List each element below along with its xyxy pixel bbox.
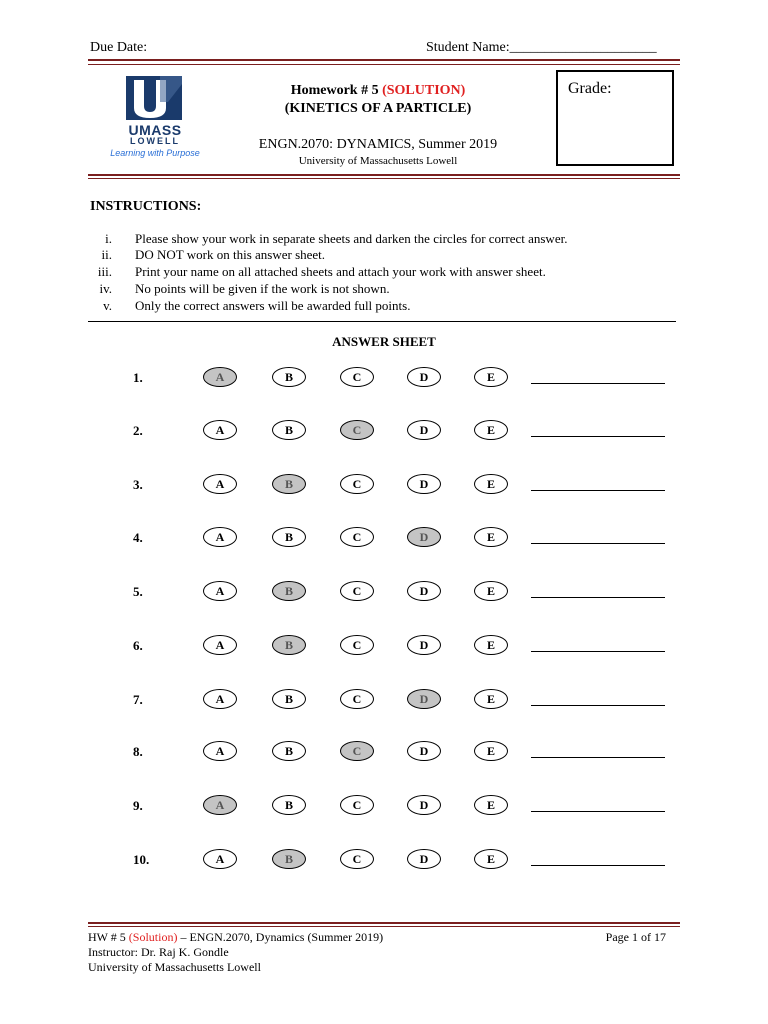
answer-bubble-d[interactable]: D (407, 795, 441, 815)
instruction-number: iii. (97, 264, 112, 279)
answer-bubble-a[interactable]: A (203, 849, 237, 869)
question-number: 3. (133, 477, 143, 492)
answer-bubble-c[interactable]: C (340, 635, 374, 655)
footer-rule (88, 922, 680, 924)
answer-bubble-c[interactable]: C (340, 527, 374, 547)
answer-bubble-b[interactable]: B (272, 741, 306, 761)
question-number: 2. (133, 423, 143, 438)
instruction-number: iv. (99, 281, 112, 296)
answer-blank-line[interactable] (531, 704, 665, 706)
instruction-number: ii. (101, 247, 112, 262)
answer-bubble-b[interactable]: B (272, 689, 306, 709)
header-rule-bottom-thin (88, 178, 680, 179)
answer-sheet-title: ANSWER SHEET (332, 334, 436, 349)
homework-number: Homework # 5 (290, 83, 383, 98)
answer-bubble-a[interactable]: A (203, 367, 237, 387)
answer-bubble-c[interactable]: C (340, 581, 374, 601)
footer-course: – ENGN.2070, Dynamics (Summer 2019) (177, 930, 384, 944)
answer-bubble-a[interactable]: A (203, 474, 237, 494)
answer-bubble-d[interactable]: D (407, 367, 441, 387)
page-number: Page 1 of 17 (605, 930, 666, 944)
answer-bubble-b[interactable]: B (272, 420, 306, 440)
question-number: 9. (133, 798, 143, 813)
answer-bubble-b[interactable]: B (272, 581, 306, 601)
answer-bubble-a[interactable]: A (203, 741, 237, 761)
header-rule-bottom (88, 174, 680, 176)
footer-hw: HW # 5 (88, 930, 129, 944)
instruction-text: Print your name on all attached sheets and attach your work with answer sheet. (135, 264, 546, 279)
answer-bubble-b[interactable]: B (272, 474, 306, 494)
answer-bubble-c[interactable]: C (340, 795, 374, 815)
answer-bubble-c[interactable]: C (340, 741, 374, 761)
homework-title (200, 83, 556, 99)
answer-bubble-a[interactable]: A (203, 581, 237, 601)
answer-bubble-d[interactable]: D (407, 420, 441, 440)
answer-bubble-e[interactable]: E (474, 741, 508, 761)
answer-blank-line[interactable] (531, 650, 665, 652)
question-number: 8. (133, 744, 143, 759)
answer-bubble-e[interactable]: E (474, 527, 508, 547)
answer-blank-line[interactable] (531, 542, 665, 544)
instruction-text: No points will be given if the work is not shown. (135, 281, 390, 296)
header-rule-top (88, 59, 680, 61)
answer-bubble-c[interactable]: C (340, 849, 374, 869)
instruction-number: i. (105, 231, 112, 246)
grade-box (556, 70, 674, 166)
answer-blank-line[interactable] (531, 864, 665, 866)
answer-blank-line[interactable] (531, 435, 665, 437)
answer-bubble-d[interactable]: D (407, 474, 441, 494)
answer-bubble-e[interactable]: E (474, 635, 508, 655)
answer-bubble-a[interactable]: A (203, 689, 237, 709)
answer-bubble-e[interactable]: E (474, 849, 508, 869)
question-number: 10. (133, 852, 150, 867)
answer-bubble-c[interactable]: C (340, 420, 374, 440)
answer-bubble-d[interactable]: D (407, 849, 441, 869)
answer-bubble-e[interactable]: E (474, 581, 508, 601)
answer-bubble-d[interactable]: D (407, 689, 441, 709)
question-number: 1. (133, 370, 143, 385)
answer-bubble-e[interactable]: E (474, 420, 508, 440)
footer-line1 (88, 930, 383, 945)
header-rule-top-thin (88, 64, 680, 65)
answer-bubble-d[interactable]: D (407, 581, 441, 601)
answer-bubble-b[interactable]: B (272, 367, 306, 387)
answer-bubble-a[interactable]: A (203, 527, 237, 547)
footer-instructor: Instructor: Dr. Raj K. Gondle (88, 945, 229, 959)
question-number: 5. (133, 584, 143, 599)
student-name-field: Student Name:_____________________ (426, 40, 657, 55)
answer-bubble-e[interactable]: E (474, 474, 508, 494)
answer-bubble-d[interactable]: D (407, 527, 441, 547)
answer-bubble-d[interactable]: D (407, 635, 441, 655)
answer-bubble-e[interactable]: E (474, 367, 508, 387)
answer-bubble-e[interactable]: E (474, 689, 508, 709)
logo-sub: LOWELL (130, 136, 180, 146)
course-name: ENGN.2070: DYNAMICS, Summer 2019 (258, 137, 498, 152)
answer-bubble-e[interactable]: E (474, 795, 508, 815)
solution-label: (SOLUTION) (382, 83, 466, 98)
question-number: 6. (133, 638, 143, 653)
footer-rule-thin (88, 926, 680, 927)
answer-bubble-b[interactable]: B (272, 527, 306, 547)
answer-bubble-a[interactable]: A (203, 795, 237, 815)
instruction-number: v. (103, 298, 112, 313)
instruction-text: Please show your work in separate sheets and darken the circles for correct answer. (135, 231, 568, 246)
umass-lowell-logo (100, 72, 210, 164)
instruction-text: DO NOT work on this answer sheet. (135, 247, 326, 262)
footer-solution: (Solution) (128, 930, 178, 944)
answer-blank-line[interactable] (531, 810, 665, 812)
grade-label: Grade: (568, 80, 612, 97)
homework-subtitle: (KINETICS OF A PARTICLE) (284, 101, 472, 116)
logo-name: UMASS (128, 122, 182, 138)
footer-university: University of Massachusetts Lowell (88, 960, 261, 974)
answer-bubble-a[interactable]: A (203, 635, 237, 655)
answer-bubble-b[interactable]: B (272, 635, 306, 655)
answer-blank-line[interactable] (531, 489, 665, 491)
instructions-divider (88, 321, 676, 322)
logo-tagline: Learning with Purpose (110, 148, 200, 158)
instructions-heading: INSTRUCTIONS: (90, 199, 202, 214)
university-name: University of Massachusetts Lowell (298, 155, 458, 167)
answer-bubble-c[interactable]: C (340, 367, 374, 387)
answer-bubble-b[interactable]: B (272, 795, 306, 815)
answer-blank-line[interactable] (531, 596, 665, 598)
answer-bubble-c[interactable]: C (340, 689, 374, 709)
answer-blank-line[interactable] (531, 382, 665, 384)
instruction-text: Only the correct answers will be awarded full points. (135, 298, 411, 313)
answer-bubble-b[interactable]: B (272, 849, 306, 869)
question-number: 4. (133, 530, 143, 545)
answer-bubble-d[interactable]: D (407, 741, 441, 761)
due-date-label: Due Date: (90, 40, 148, 55)
answer-bubble-c[interactable]: C (340, 474, 374, 494)
answer-bubble-a[interactable]: A (203, 420, 237, 440)
question-number: 7. (133, 692, 143, 707)
answer-blank-line[interactable] (531, 756, 665, 758)
